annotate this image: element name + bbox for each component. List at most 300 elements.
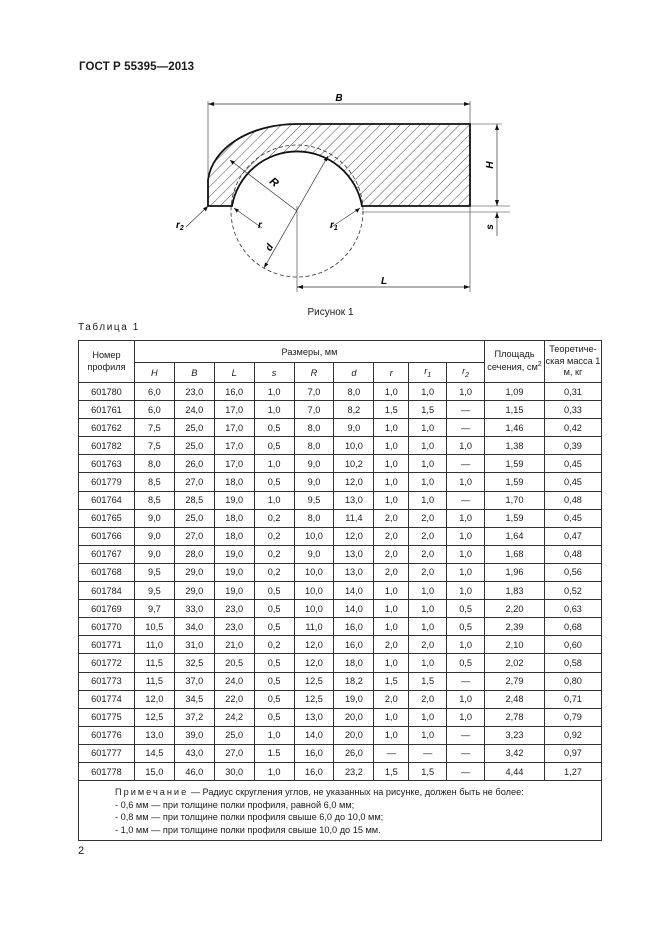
table-cell: 34,0 bbox=[174, 618, 214, 636]
table-row bbox=[79, 383, 602, 401]
table-cell: 24,0 bbox=[174, 401, 214, 419]
table-cell: — bbox=[374, 744, 409, 762]
col-h: H bbox=[134, 363, 174, 383]
profile-number-cell: 601776 bbox=[79, 726, 135, 744]
dim-label-d: d bbox=[263, 242, 277, 254]
table-cell: 2,0 bbox=[409, 527, 447, 545]
table-cell: 9,0 bbox=[294, 455, 334, 473]
profile-number-cell: 601766 bbox=[79, 527, 135, 545]
table-cell: 8,2 bbox=[334, 401, 374, 419]
table-cell: 0,5 bbox=[447, 654, 485, 672]
table-cell: 8,0 bbox=[294, 419, 334, 437]
col-r2: $r_2$ bbox=[447, 363, 485, 383]
table-cell: 1,0 bbox=[374, 419, 409, 437]
table-row bbox=[79, 401, 602, 419]
table-cell: 3,23 bbox=[485, 726, 545, 744]
table-cell: 0,97 bbox=[544, 744, 601, 762]
profile-number-cell: 601767 bbox=[79, 545, 135, 563]
table-caption: Таблица 1 bbox=[78, 322, 140, 333]
table-row bbox=[79, 545, 602, 563]
table-cell: 10,0 bbox=[294, 527, 334, 545]
profile-number-cell: 601772 bbox=[79, 654, 135, 672]
dim-label-r-big: R bbox=[267, 175, 281, 190]
profile-number-cell: 601777 bbox=[79, 744, 135, 762]
table-cell: 1,0 bbox=[447, 545, 485, 563]
table-cell: 1,5 bbox=[409, 401, 447, 419]
profile-section bbox=[208, 124, 470, 206]
table-cell: 12,0 bbox=[294, 636, 334, 654]
table-cell: 1,59 bbox=[485, 509, 545, 527]
table-cell: 2,0 bbox=[409, 545, 447, 563]
table-cell: 10,2 bbox=[334, 455, 374, 473]
standard-header: ГОСТ Р 55395—2013 bbox=[79, 61, 195, 73]
table-cell: 25,0 bbox=[174, 437, 214, 455]
table-cell: 1,0 bbox=[447, 563, 485, 581]
table-cell: 0,2 bbox=[254, 545, 294, 563]
table-cell: 7,5 bbox=[134, 419, 174, 437]
table-cell: 2,0 bbox=[374, 527, 409, 545]
table-cell: 32,5 bbox=[174, 654, 214, 672]
table-cell: 8,5 bbox=[134, 491, 174, 509]
table-cell: 27,0 bbox=[174, 473, 214, 491]
table-cell: 23,0 bbox=[214, 600, 254, 618]
table-cell: 16,0 bbox=[334, 636, 374, 654]
table-row bbox=[79, 726, 602, 744]
col-profile-number: Номер профиля bbox=[79, 341, 135, 383]
table-cell: 19,0 bbox=[214, 563, 254, 581]
table-cell: 2,20 bbox=[485, 600, 545, 618]
table-cell: 18,2 bbox=[334, 672, 374, 690]
table-cell: 13,0 bbox=[134, 726, 174, 744]
table-cell: 10,5 bbox=[134, 618, 174, 636]
table-cell: 1,09 bbox=[485, 383, 545, 401]
table-cell: 9,5 bbox=[134, 582, 174, 600]
table-cell: 9,0 bbox=[294, 473, 334, 491]
table-cell: 1,0 bbox=[409, 582, 447, 600]
table-cell: 7,5 bbox=[134, 437, 174, 455]
col-l: L bbox=[214, 363, 254, 383]
table-cell: 0,45 bbox=[544, 473, 601, 491]
table-row bbox=[79, 672, 602, 690]
table-cell: 9,5 bbox=[134, 563, 174, 581]
note-line: - 1,0 мм — при толщине полки профиля свыше 10,0 до 15 мм. bbox=[115, 824, 381, 835]
table-cell: 0,5 bbox=[254, 600, 294, 618]
table-cell: 12,0 bbox=[334, 473, 374, 491]
table-cell: 1,0 bbox=[447, 708, 485, 726]
note-label: Примечание bbox=[115, 787, 189, 798]
table-cell: 1,0 bbox=[374, 473, 409, 491]
dim-label-s: s bbox=[485, 224, 496, 230]
table-cell: 1,59 bbox=[485, 473, 545, 491]
table-cell: 0,56 bbox=[544, 563, 601, 581]
profile-number-cell: 601779 bbox=[79, 473, 135, 491]
table-cell: 0,92 bbox=[544, 726, 601, 744]
profile-number-cell: 601771 bbox=[79, 636, 135, 654]
col-b: B bbox=[174, 363, 214, 383]
profile-number-cell: 601773 bbox=[79, 672, 135, 690]
table-cell: 11,0 bbox=[294, 618, 334, 636]
table-cell: 1,0 bbox=[447, 473, 485, 491]
table-cell: 12,5 bbox=[294, 672, 334, 690]
table-row bbox=[79, 509, 602, 527]
table-cell: 1,0 bbox=[447, 527, 485, 545]
table-cell: 43,0 bbox=[174, 744, 214, 762]
table-cell: 0,5 bbox=[254, 690, 294, 708]
table-row bbox=[79, 419, 602, 437]
table-cell: 0,48 bbox=[544, 491, 601, 509]
table-cell: 1,0 bbox=[447, 582, 485, 600]
table-cell: 10,0 bbox=[294, 600, 334, 618]
table-cell: 23,2 bbox=[334, 762, 374, 780]
table-cell: 1,0 bbox=[409, 437, 447, 455]
table-cell: 19,0 bbox=[214, 491, 254, 509]
table-cell: 1,0 bbox=[409, 455, 447, 473]
table-cell: 28,0 bbox=[174, 545, 214, 563]
table-cell: 25,0 bbox=[174, 419, 214, 437]
table-cell: 1,0 bbox=[447, 383, 485, 401]
table-cell: 26,0 bbox=[174, 455, 214, 473]
table-cell: 37,0 bbox=[174, 672, 214, 690]
table-cell: 0,5 bbox=[254, 708, 294, 726]
table-cell: 1,0 bbox=[374, 708, 409, 726]
note-line: - 0,8 мм — при толщине полки профиля свыше 6,0 до 10,0 мм; bbox=[115, 812, 384, 823]
table-row bbox=[79, 600, 602, 618]
table-cell: — bbox=[447, 762, 485, 780]
table-row bbox=[79, 708, 602, 726]
table-cell: 28,5 bbox=[174, 491, 214, 509]
table-cell: 26,0 bbox=[334, 744, 374, 762]
table-cell: 0,2 bbox=[254, 509, 294, 527]
table-cell: 16,0 bbox=[294, 744, 334, 762]
table-cell: 8,5 bbox=[134, 473, 174, 491]
table-cell: 1,70 bbox=[485, 491, 545, 509]
table-cell: 11,5 bbox=[134, 672, 174, 690]
table-cell: 24,0 bbox=[214, 672, 254, 690]
table-cell: 14,0 bbox=[334, 582, 374, 600]
table-row bbox=[79, 563, 602, 581]
table-cell: 13,0 bbox=[334, 545, 374, 563]
table-cell: 1,0 bbox=[447, 437, 485, 455]
table-cell: 11,5 bbox=[134, 654, 174, 672]
dim-label-r2: $r_2$ bbox=[176, 220, 184, 232]
profile-number-cell: 601774 bbox=[79, 690, 135, 708]
table-row bbox=[79, 636, 602, 654]
table-cell: 0,52 bbox=[544, 582, 601, 600]
table-cell: 12,0 bbox=[334, 527, 374, 545]
table-cell: — bbox=[447, 455, 485, 473]
table-row bbox=[79, 491, 602, 509]
table-cell: 0,42 bbox=[544, 419, 601, 437]
profile-number-cell: 601763 bbox=[79, 455, 135, 473]
table-cell: 1,96 bbox=[485, 563, 545, 581]
table-cell: 0,5 bbox=[254, 419, 294, 437]
profile-table bbox=[78, 340, 602, 841]
profile-number-cell: 601761 bbox=[79, 401, 135, 419]
col-area: Площадь сечения, $см^2$ bbox=[485, 341, 545, 383]
table-cell: 23,0 bbox=[174, 383, 214, 401]
table-row bbox=[79, 582, 602, 600]
table-cell: 31,0 bbox=[174, 636, 214, 654]
table-cell: 9,0 bbox=[134, 527, 174, 545]
profile-number-cell: 601778 bbox=[79, 762, 135, 780]
table-row bbox=[79, 690, 602, 708]
table-cell: 1,5 bbox=[409, 762, 447, 780]
table-cell: 0,31 bbox=[544, 383, 601, 401]
table-cell: 2,0 bbox=[374, 545, 409, 563]
table-cell: 9,0 bbox=[334, 419, 374, 437]
table-cell: 27,0 bbox=[214, 744, 254, 762]
page-number: 2 bbox=[78, 845, 85, 857]
profile-number-cell: 601769 bbox=[79, 600, 135, 618]
table-cell: 0,79 bbox=[544, 708, 601, 726]
table-cell: 7,0 bbox=[294, 383, 334, 401]
dim-label-b: B bbox=[335, 93, 343, 104]
table-cell: 12,5 bbox=[134, 708, 174, 726]
table-cell: 2,78 bbox=[485, 708, 545, 726]
profile-number-cell: 601782 bbox=[79, 437, 135, 455]
table-cell: 10,0 bbox=[334, 437, 374, 455]
table-cell: 0,47 bbox=[544, 527, 601, 545]
table-cell: 0,58 bbox=[544, 654, 601, 672]
table-cell: 7,0 bbox=[294, 401, 334, 419]
table-cell: 9,5 bbox=[294, 491, 334, 509]
table-cell: 3,42 bbox=[485, 744, 545, 762]
table-cell: 18,0 bbox=[214, 473, 254, 491]
table-cell: 1,0 bbox=[254, 383, 294, 401]
table-cell: 2,0 bbox=[374, 563, 409, 581]
table-cell: 1,59 bbox=[485, 455, 545, 473]
table-cell: 30,0 bbox=[214, 762, 254, 780]
table-cell: 1,83 bbox=[485, 582, 545, 600]
col-dimensions: Размеры, мм bbox=[134, 341, 484, 363]
table-cell: — bbox=[447, 672, 485, 690]
table-cell: 18,0 bbox=[214, 509, 254, 527]
table-cell: 17,0 bbox=[214, 437, 254, 455]
table-row bbox=[79, 654, 602, 672]
table-cell: 12,5 bbox=[294, 690, 334, 708]
table-cell: 0,2 bbox=[254, 527, 294, 545]
table-cell: 9,0 bbox=[134, 509, 174, 527]
table-cell: 1,0 bbox=[374, 600, 409, 618]
table-cell: 13,0 bbox=[334, 563, 374, 581]
table-cell: — bbox=[447, 726, 485, 744]
table-cell: 1,0 bbox=[254, 491, 294, 509]
note-text: — Радиус скругления углов, не указанных на рисунке, должен быть не более: bbox=[190, 787, 524, 798]
table-cell: 19,0 bbox=[214, 582, 254, 600]
profile-number-cell: 601770 bbox=[79, 618, 135, 636]
table-cell: — bbox=[447, 419, 485, 437]
dim-label-l: L bbox=[380, 276, 388, 287]
table-cell: 20,0 bbox=[334, 726, 374, 744]
table-row bbox=[79, 618, 602, 636]
table-cell: — bbox=[447, 401, 485, 419]
table-cell: 2,0 bbox=[374, 509, 409, 527]
table-cell: 21,0 bbox=[214, 636, 254, 654]
profile-number-cell: 601764 bbox=[79, 491, 135, 509]
table-cell: 15,0 bbox=[134, 762, 174, 780]
table-cell: 25,0 bbox=[214, 726, 254, 744]
table-cell: 2,02 bbox=[485, 654, 545, 672]
table-cell: 37,2 bbox=[174, 708, 214, 726]
table-cell: 0,5 bbox=[254, 654, 294, 672]
profile-number-cell: 601768 bbox=[79, 563, 135, 581]
table-cell: 18,0 bbox=[334, 654, 374, 672]
table-cell: 34,5 bbox=[174, 690, 214, 708]
table-cell: 1,0 bbox=[409, 726, 447, 744]
table-cell: 25,0 bbox=[174, 509, 214, 527]
table-cell: 2,0 bbox=[409, 690, 447, 708]
table-cell: 1,5 bbox=[374, 762, 409, 780]
table-cell: 0,5 bbox=[254, 672, 294, 690]
table-cell: 1,15 bbox=[485, 401, 545, 419]
profile-number-cell: 601765 bbox=[79, 509, 135, 527]
table-cell: 29,0 bbox=[174, 582, 214, 600]
table-cell: 1,0 bbox=[254, 726, 294, 744]
table-cell: 1,0 bbox=[409, 600, 447, 618]
table-cell: 6,0 bbox=[134, 401, 174, 419]
table-cell: 1,0 bbox=[409, 419, 447, 437]
table-cell: 0,71 bbox=[544, 690, 601, 708]
dim-label-r1: $r_1$ bbox=[330, 220, 338, 232]
table-cell: 2,0 bbox=[374, 636, 409, 654]
table-cell: 2,0 bbox=[409, 636, 447, 654]
table-cell: 0,2 bbox=[254, 563, 294, 581]
table-cell: 0,5 bbox=[254, 437, 294, 455]
table-cell: 0,5 bbox=[447, 618, 485, 636]
table-cell: 11,0 bbox=[134, 636, 174, 654]
table-cell: 0,68 bbox=[544, 618, 601, 636]
table-cell: 1,0 bbox=[447, 690, 485, 708]
table-cell: 0,80 bbox=[544, 672, 601, 690]
table-cell: 0,45 bbox=[544, 509, 601, 527]
table-row bbox=[79, 455, 602, 473]
table-cell: 39,0 bbox=[174, 726, 214, 744]
table-cell: 9,7 bbox=[134, 600, 174, 618]
table-cell: 0,63 bbox=[544, 600, 601, 618]
table-cell: 1,5 bbox=[374, 672, 409, 690]
table-cell: 1,0 bbox=[447, 509, 485, 527]
table-cell: 1,27 bbox=[544, 762, 601, 780]
table-cell: 16,0 bbox=[214, 383, 254, 401]
table-cell: 0,39 bbox=[544, 437, 601, 455]
table-cell: 6,0 bbox=[134, 383, 174, 401]
table-cell: 1,0 bbox=[374, 654, 409, 672]
table-cell: 2,79 bbox=[485, 672, 545, 690]
table-cell: 1,0 bbox=[254, 455, 294, 473]
table-cell: 23,0 bbox=[214, 618, 254, 636]
table-cell: 8,0 bbox=[334, 383, 374, 401]
table-cell: 1,0 bbox=[374, 618, 409, 636]
table-body bbox=[79, 383, 602, 781]
table-cell: 1,68 bbox=[485, 545, 545, 563]
profile-number-cell: 601784 bbox=[79, 582, 135, 600]
table-cell: 46,0 bbox=[174, 762, 214, 780]
table-cell: 1,0 bbox=[374, 491, 409, 509]
table-cell: 1,0 bbox=[374, 582, 409, 600]
table-cell: 2,39 bbox=[485, 618, 545, 636]
table-cell: 18,0 bbox=[214, 527, 254, 545]
table-cell: — bbox=[447, 491, 485, 509]
table-cell: 13,0 bbox=[294, 708, 334, 726]
table-cell: 0,5 bbox=[447, 600, 485, 618]
col-r-big: R bbox=[294, 363, 334, 383]
table-cell: — bbox=[447, 744, 485, 762]
table-cell: 1,5 bbox=[374, 401, 409, 419]
table-cell: 1,0 bbox=[409, 618, 447, 636]
table-cell: 8,0 bbox=[294, 509, 334, 527]
table-cell: 19,0 bbox=[334, 690, 374, 708]
table-cell: 1,0 bbox=[409, 383, 447, 401]
col-r: r bbox=[374, 363, 409, 383]
table-cell: 22,0 bbox=[214, 690, 254, 708]
table-cell: 0,48 bbox=[544, 545, 601, 563]
table-cell: 17,0 bbox=[214, 401, 254, 419]
table-note bbox=[79, 781, 602, 841]
table-cell: 1,0 bbox=[409, 654, 447, 672]
table-cell: — bbox=[409, 744, 447, 762]
table-cell: 10,0 bbox=[294, 582, 334, 600]
table-cell: 12,0 bbox=[294, 654, 334, 672]
table-cell: 0,5 bbox=[254, 582, 294, 600]
col-mass: Теоретиче-ская масса 1 м, кг bbox=[544, 341, 601, 383]
table-cell: 11,4 bbox=[334, 509, 374, 527]
table-cell: 14,0 bbox=[294, 726, 334, 744]
table-cell: 2,0 bbox=[409, 563, 447, 581]
table-cell: 1,0 bbox=[374, 437, 409, 455]
table-cell: 0,5 bbox=[254, 473, 294, 491]
profile-drawing bbox=[170, 88, 510, 298]
table-cell: 0,60 bbox=[544, 636, 601, 654]
table-cell: 16,0 bbox=[334, 618, 374, 636]
profile-number-cell: 601775 bbox=[79, 708, 135, 726]
table-row bbox=[79, 744, 602, 762]
table-cell: 1,64 bbox=[485, 527, 545, 545]
table-cell: 17,0 bbox=[214, 419, 254, 437]
table-cell: 2,10 bbox=[485, 636, 545, 654]
dim-label-h: H bbox=[485, 161, 496, 169]
table-cell: 1,0 bbox=[254, 401, 294, 419]
table-cell: 9,0 bbox=[294, 545, 334, 563]
table-cell: 1,0 bbox=[254, 762, 294, 780]
profile-number-cell: 601780 bbox=[79, 383, 135, 401]
table-cell: 20,0 bbox=[334, 708, 374, 726]
table-cell: 14,0 bbox=[334, 600, 374, 618]
table-row bbox=[79, 762, 602, 780]
table-cell: 14,5 bbox=[134, 744, 174, 762]
table-cell: 2,48 bbox=[485, 690, 545, 708]
table-cell: 4,44 bbox=[485, 762, 545, 780]
table-cell: 17,0 bbox=[214, 455, 254, 473]
col-d: d bbox=[334, 363, 374, 383]
col-r1: $r_1$ bbox=[409, 363, 447, 383]
table-cell: 0,33 bbox=[544, 401, 601, 419]
table-cell: 8,0 bbox=[134, 455, 174, 473]
table-cell: 29,0 bbox=[174, 563, 214, 581]
figure-caption: Рисунок 1 bbox=[307, 307, 354, 318]
table-cell: 1,0 bbox=[374, 455, 409, 473]
table-cell: 24,2 bbox=[214, 708, 254, 726]
table-cell: 1,5 bbox=[409, 672, 447, 690]
table-cell: 33,0 bbox=[174, 600, 214, 618]
table-cell: 1.5 bbox=[254, 744, 294, 762]
col-s: s bbox=[254, 363, 294, 383]
table-cell: 8,0 bbox=[294, 437, 334, 455]
table-row bbox=[79, 473, 602, 491]
table-cell: 1,0 bbox=[447, 636, 485, 654]
table-cell: 2,0 bbox=[409, 509, 447, 527]
table-cell: 27,0 bbox=[174, 527, 214, 545]
table-cell: 1,38 bbox=[485, 437, 545, 455]
